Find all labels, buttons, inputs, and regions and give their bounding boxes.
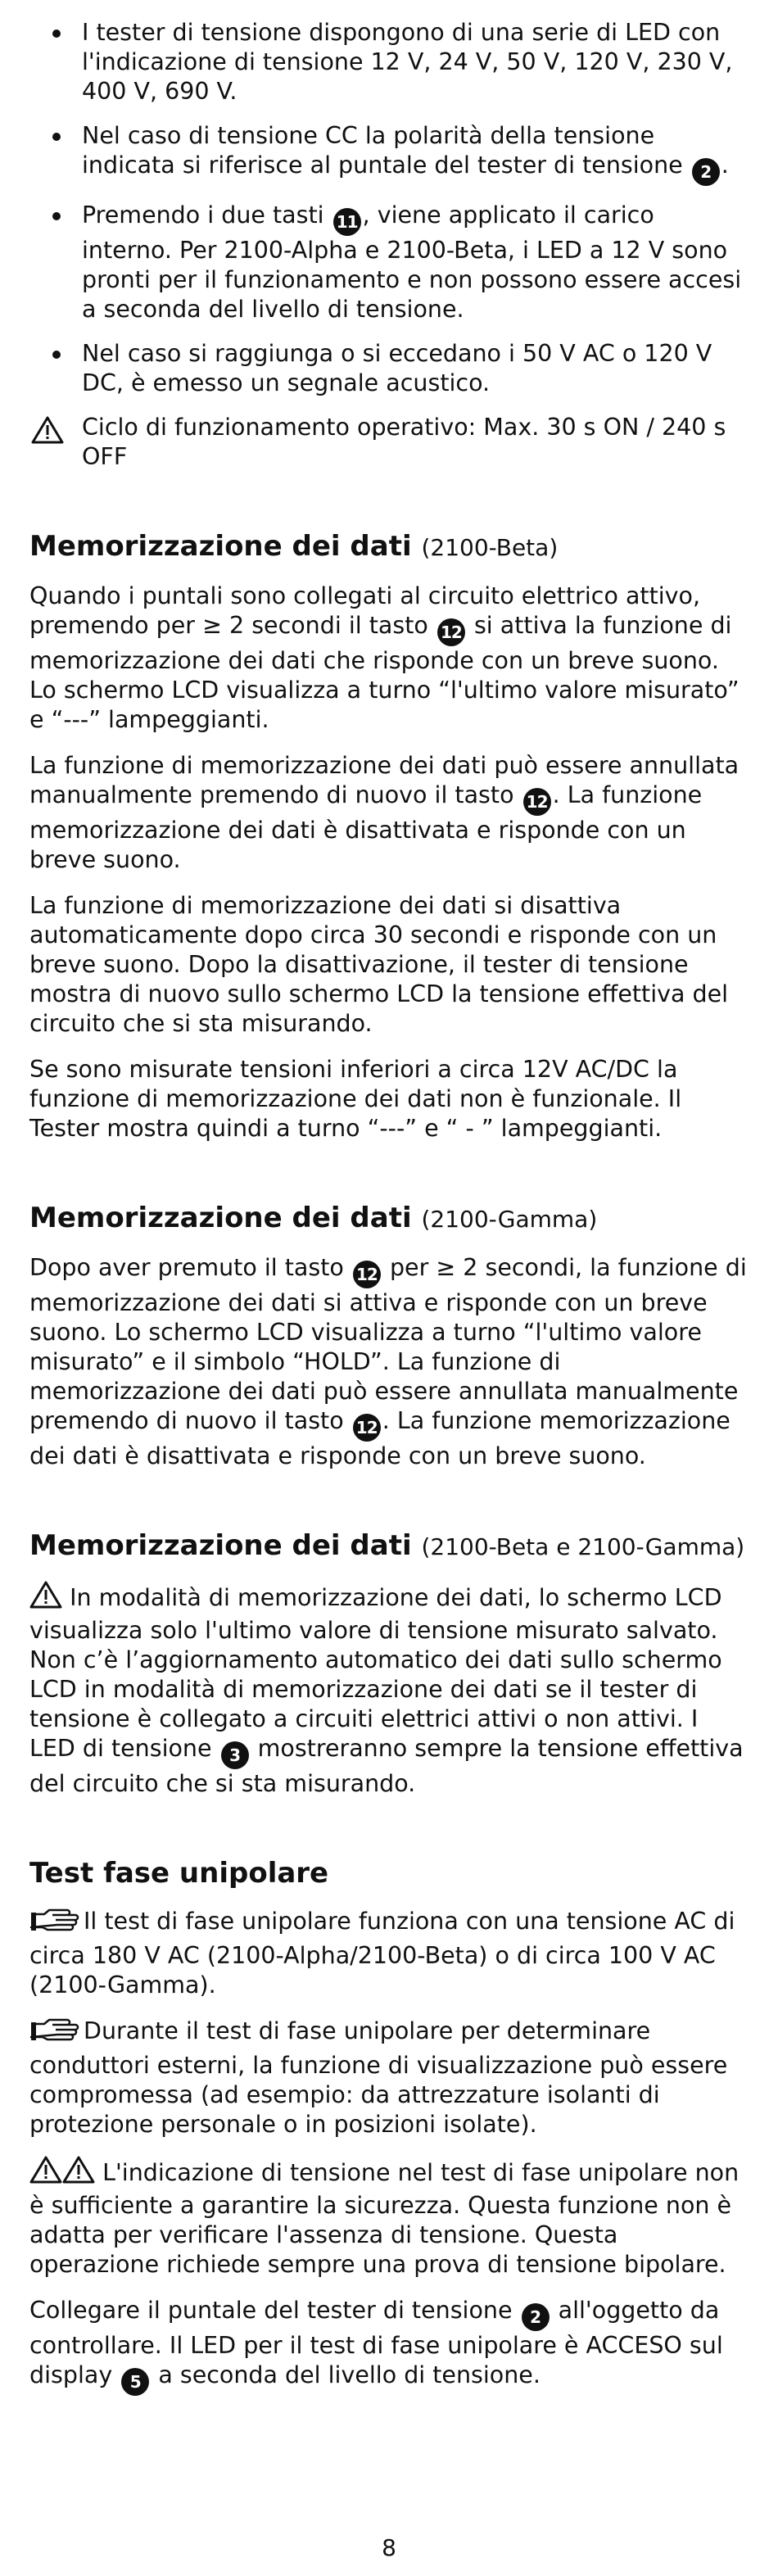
section-data-hold-gamma: [29, 1201, 750, 1471]
paragraph: Durante il test di fase unipolare per determinare conduttori esterni, la funzione di visualizzazione può essere compromessa (ad esempio: da attrezzature isolanti di protezione personale o in posizioni isolate).: [29, 2017, 728, 2138]
callout-number-icon: 12: [353, 1261, 381, 1288]
warning-triangle-icon: [29, 2156, 62, 2191]
paragraph: La funzione di memorizzazione dei dati si disattiva automaticamente dopo circa 30 secondi e risponde con un breve suono. Dopo la disattivazione, il tester di tensione mostra di nuovo sullo schermo LCD la tensione effettiva del circuito che si sta misurando.: [29, 892, 729, 1037]
callout-number-icon: 11: [333, 208, 361, 236]
led-bullet-list: [29, 18, 750, 398]
callout-number-icon: 3: [221, 1741, 249, 1769]
paragraph: Collegare il puntale del tester di tensione 2 all'oggetto da controllare. Il LED per il test di fase unipolare è ACCESO sul display 5 a seconda del livello di tensione.: [29, 2296, 750, 2396]
warning-triangle-icon: [62, 2156, 95, 2191]
bullet-acoustic-signal: Nel caso si raggiunga o si eccedano i 50 V AC o 120 V DC, è emesso un segnale acustico.: [29, 339, 750, 398]
section-title: Memorizzazione dei dati (2100-Gamma): [29, 1202, 598, 1234]
page-number: 8: [382, 2534, 396, 2561]
pointing-hand-icon: [29, 1908, 80, 1941]
duty-cycle-warning: Ciclo di funzionamento operativo: Max. 30 s ON / 240 s OFF: [29, 413, 750, 472]
section-data-hold-beta: [29, 529, 750, 1143]
warning-triangle-icon: [31, 416, 64, 451]
paragraph: Quando i puntali sono collegati al circuito elettrico attivo, premendo per ≥ 2 secondi il tasto 12 si attiva la funzione di memorizzazione dei dati che risponde con un breve suono. Lo schermo LCD visualizza a turno “l'ultimo valore misurato” e “---” lampeggianti.: [29, 582, 740, 733]
paragraph: L'indicazione di tensione nel test di fase unipolare non è sufficiente a garantire la sicurezza. Questa funzione non è adatta per verificare l'assenza di tensione. Questa operazione richiede sempre una prova di tensione bipolare.: [29, 2156, 750, 2279]
warning-triangle-icon: [29, 1581, 62, 1616]
section-title: Test fase unipolare: [29, 1857, 329, 1890]
paragraph: Se sono misurate tensioni inferiori a circa 12V AC/DC la funzione di memorizzazione dei dati non è funzionale. Il Tester mostra quindi a turno “---” e “ - ” lampeggianti.: [29, 1056, 682, 1142]
bullet-dc-polarity: Nel caso di tensione CC la polarità della tensione indicata si riferisce al puntale del tester di tensione 2 .: [29, 121, 750, 186]
callout-number-icon: 12: [437, 618, 465, 646]
paragraph: La funzione di memorizzazione dei dati può essere annullata manualmente premendo di nuovo il tasto 12 . La funzione memorizzazione dei dati è disattivata e risponde con un breve suono.: [29, 752, 740, 873]
callout-number-icon: 5: [121, 2368, 149, 2396]
bullet-internal-load: Premendo i due tasti 11 , viene applicato il carico interno. Per 2100-Alpha e 2100-Beta, i LED a 12 V sono pronti per il funzionamento e non possono essere accesi a seconda del livello di tensione.: [29, 201, 750, 324]
pointing-hand-icon: [29, 2017, 80, 2051]
callout-number-icon: 12: [523, 788, 551, 816]
page-content: [29, 18, 750, 2412]
section-data-hold-beta-gamma: [29, 1528, 750, 1799]
bullet-led-indication: I tester di tensione dispongono di una serie di LED con l'indicazione di tensione 12 V, 24 V, 50 V, 120 V, 230 V, 400 V, 690 V.: [29, 18, 750, 106]
paragraph: Il test di fase unipolare funziona con una tensione AC di circa 180 V AC (2100-Alpha/2100-Beta) o di circa 100 V AC (2100-Gamma).: [29, 1908, 735, 1999]
section-title: Memorizzazione dei dati (2100-Beta): [29, 530, 559, 563]
callout-number-icon: 2: [522, 2303, 550, 2331]
section-single-pole-phase-test: [29, 1856, 750, 2396]
callout-number-icon: 12: [353, 1414, 381, 1442]
paragraph: In modalità di memorizzazione dei dati, lo schermo LCD visualizza solo l'ultimo valore di tensione misurato salvato. Non c’è l’aggiornamento automatico dei dati sullo schermo LCD in modalità di memorizzazione dei dati se il tester di tensione è collegato a circuiti elettrici attivi o non attivi. I LED di tensione 3 mostreranno sempre la tensione effettiva del circuito che si sta misurando.: [29, 1581, 750, 1799]
callout-number-icon: 2: [692, 158, 720, 186]
section-title: Memorizzazione dei dati (2100-Beta e 2100-Gamma): [29, 1529, 745, 1562]
paragraph: Dopo aver premuto il tasto 12 per ≥ 2 secondi, la funzione di memorizzazione dei dati si attiva e risponde con un breve suono. Lo schermo LCD visualizza a turno “l'ultimo valore misurato” e il simbolo “HOLD”. La funzione di memorizzazione dei dati può essere annullata manualmente premendo di nuovo il tasto 12 . La funzione memorizzazione dei dati è disattivata e risponde con un breve suono.: [29, 1254, 747, 1469]
